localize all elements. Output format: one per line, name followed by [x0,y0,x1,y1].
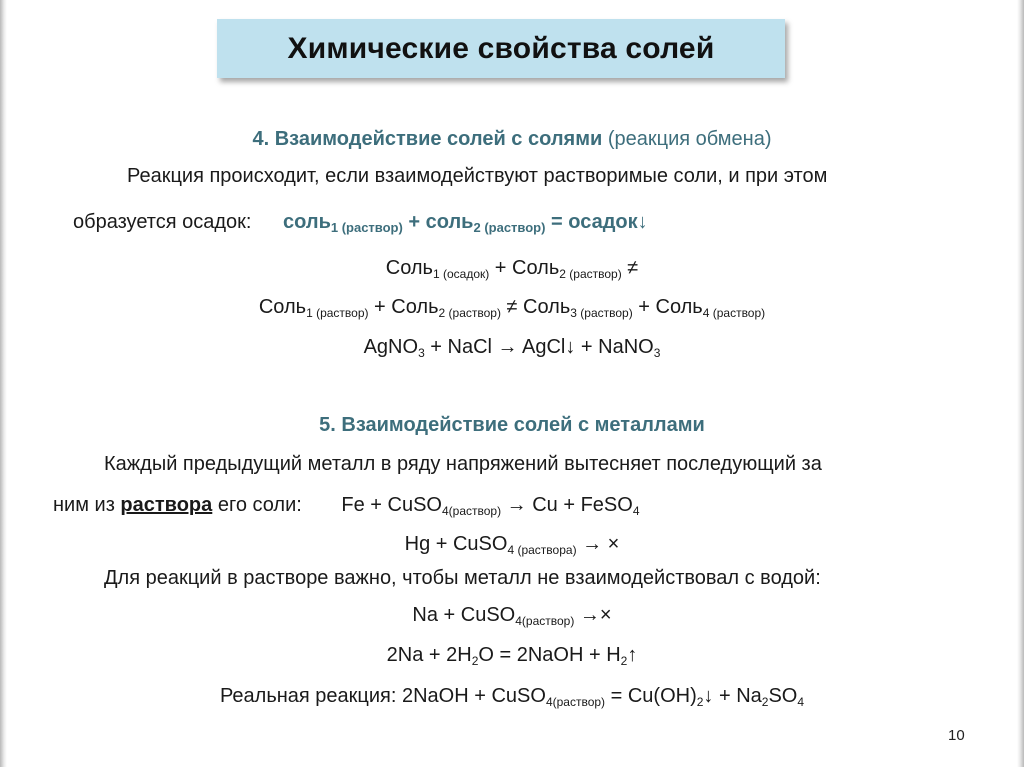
formula-sub: 4(раствор) [441,504,502,518]
formula-part: Соль [385,257,433,279]
formula-sub: 2 [471,654,479,668]
equation-fe-cuso4 [341,494,639,516]
formula-part: ≠ Соль [500,296,571,318]
formula-sub: 4 (раствора) [507,543,577,557]
formula-part: Fe + CuSO [341,494,442,516]
equation-hg-cuso4 [0,532,1024,556]
general-exchange-formula [283,211,648,233]
formula-sub: 2 [761,695,769,709]
formula-part: = осадок↓ [545,211,648,233]
formula-part: O = 2NaOH + H [478,644,621,666]
formula-sub: 2 (раствор) [559,267,622,281]
title-box [217,19,785,78]
formula-part: → × [576,533,620,555]
slide-title: Химические свойства солей [287,31,715,65]
formula-part: ↓ + Na [703,685,762,707]
formula-part: Hg + CuSO [404,533,508,555]
section4-heading-line [0,127,1024,151]
section5-heading-line [0,413,1024,437]
formula-part: 2Na + 2H [386,644,472,666]
formula-sub: 4 [797,695,805,709]
section5-text-line1: Каждый предыдущий металл в ряду напряжений вытесняет последующий за [104,453,822,475]
formula-part: Реальная реакция: 2NaOH + CuSO [219,685,546,707]
section4-text-line1: Реакция происходит, если взаимодействуют растворимые соли, и при этом [127,165,828,187]
formula-sub: 2 [620,654,628,668]
formula-part: ↑ [627,644,638,666]
formula-sub: 3 [418,346,425,360]
text-emphasis: раствора [120,494,213,516]
formula-part: + Соль [632,296,703,318]
formula-sub: 4(раствор) [545,695,606,709]
formula-part: →× [574,604,612,626]
section5-text-line2 [53,493,640,517]
formula-part: Соль [258,296,307,318]
equation-insoluble-salt [0,256,1024,280]
formula-part: ≠ [621,257,639,279]
formula-part: → Cu + FeSO [501,494,633,516]
equation-agno3-nacl [0,335,1024,359]
formula-sub: 1 (раствор) [306,306,369,320]
text-part: ним из [53,494,121,516]
section4-text-line2-label: образуется осадок: [73,211,252,233]
equation-real-reaction [0,684,1024,708]
section4-heading-paren: (реакция обмена) [607,128,772,150]
formula-sub: 2 (раствор) [438,306,501,320]
section5-heading: 5. Взаимодействие солей с металлами [319,414,705,436]
formula-sub: 4 [632,504,640,518]
section4-heading: 4. Взаимодействие солей с солями [252,128,603,150]
equation-na-cuso4 [0,603,1024,627]
formula-sub: 4 (раствор) [702,306,766,320]
formula-part: AgNO [363,336,419,358]
formula-part: + Соль [368,296,439,318]
text-part: его соли: [212,494,302,516]
page-number: 10 [948,727,965,744]
formula-sub: 1 (осадок) [432,267,490,281]
equation-na-water [0,643,1024,667]
section4-text-line2 [73,210,648,234]
formula-part: + Соль [489,257,560,279]
formula-sub: 2 (раствор) [473,220,546,235]
formula-sub: 3 (раствор) [570,306,633,320]
formula-sub: 2 [696,695,704,709]
equation-soluble-salts [0,295,1024,319]
formula-part: соль [283,211,331,233]
formula-part: + соль [402,211,474,233]
formula-part: + NaCl → AgCl↓ + NaNO [424,336,654,358]
formula-part: = Cu(OH) [605,685,697,707]
formula-part: Na + CuSO [412,604,516,626]
section5-text-line3: Для реакций в растворе важно, чтобы металл не взаимодействовал с водой: [104,567,821,589]
formula-part: SO [768,685,798,707]
formula-sub: 4(раствор) [515,614,575,628]
formula-sub: 3 [653,346,661,360]
formula-sub: 1 (раствор) [330,220,403,235]
